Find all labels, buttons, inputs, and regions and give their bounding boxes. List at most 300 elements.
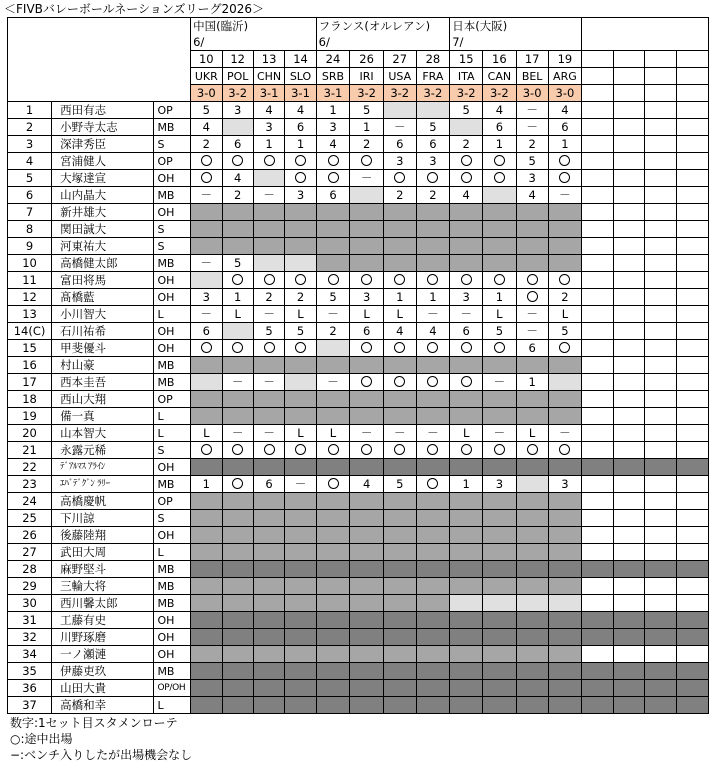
match-cell [582, 391, 614, 408]
player-position: OH [154, 629, 191, 646]
match-cell [450, 238, 483, 255]
player-position: MB [154, 119, 191, 136]
match-cell [677, 442, 709, 459]
match-cell [383, 510, 416, 527]
match-cell [677, 289, 709, 306]
match-cell [548, 238, 581, 255]
opponent-label: ARG [548, 68, 581, 85]
match-cell: 6 [416, 136, 450, 153]
match-cell [582, 476, 614, 493]
match-cell [677, 408, 709, 425]
match-cell: － [350, 425, 384, 442]
match-cell: 5 [383, 476, 416, 493]
match-cell [191, 357, 222, 374]
player-number: 26 [8, 527, 52, 544]
match-cell [582, 408, 614, 425]
match-cell [645, 323, 677, 340]
match-cell [316, 459, 350, 476]
match-cell: － [191, 306, 222, 323]
match-result: 3-1 [285, 85, 316, 102]
match-cell [316, 544, 350, 561]
match-cell [677, 374, 709, 391]
player-number: 24 [8, 493, 52, 510]
match-cell [222, 442, 253, 459]
match-cell [548, 153, 581, 170]
match-cell [316, 340, 350, 357]
match-cell [613, 255, 645, 272]
match-cell [677, 187, 709, 204]
match-cell [613, 646, 645, 663]
match-cell [450, 578, 483, 595]
match-cell [253, 595, 285, 612]
match-cell: 6 [548, 119, 581, 136]
match-cell [677, 136, 709, 153]
table-row [8, 204, 709, 221]
match-cell: L [483, 306, 516, 323]
match-cell [645, 646, 677, 663]
match-cell [677, 204, 709, 221]
match-cell [222, 561, 253, 578]
player-name: 大塚達宣 [52, 170, 154, 187]
substitute-circle-icon [232, 342, 243, 353]
match-cell [316, 238, 350, 255]
match-cell [285, 663, 316, 680]
substitute-circle-icon [427, 376, 438, 387]
table-row [8, 442, 709, 459]
match-cell [645, 391, 677, 408]
match-cell [582, 578, 614, 595]
match-cell [450, 493, 483, 510]
match-cell [582, 697, 614, 714]
match-cell [582, 289, 614, 306]
substitute-circle-icon [427, 478, 438, 489]
match-cell [645, 527, 677, 544]
match-cell [483, 595, 516, 612]
match-cell: 6 [516, 340, 548, 357]
match-cell [613, 204, 645, 221]
match-cell [383, 102, 416, 119]
match-cell [516, 238, 548, 255]
match-cell [548, 221, 581, 238]
match-cell [645, 102, 677, 119]
match-cell: － [191, 187, 222, 204]
match-cell [191, 527, 222, 544]
match-cell [516, 595, 548, 612]
substitute-circle-icon [394, 274, 405, 285]
match-cell: 3 [548, 476, 581, 493]
match-cell [677, 595, 709, 612]
substitute-circle-icon [328, 478, 339, 489]
table-row [8, 357, 709, 374]
match-cell [383, 663, 416, 680]
player-name: ﾃﾞｱﾙﾏｽ ｱﾗｲﾝ [52, 459, 154, 476]
match-cell [613, 544, 645, 561]
player-position: MB [154, 187, 191, 204]
match-cell [677, 323, 709, 340]
month-label [582, 34, 709, 51]
match-cell: 3 [350, 289, 384, 306]
match-cell [483, 612, 516, 629]
match-cell [645, 459, 677, 476]
match-result: 3-1 [316, 85, 350, 102]
match-cell [316, 272, 350, 289]
match-cell [548, 204, 581, 221]
match-cell [483, 153, 516, 170]
match-cell [613, 680, 645, 697]
match-cell [416, 357, 450, 374]
match-cell [350, 442, 384, 459]
match-cell [677, 221, 709, 238]
table-row [8, 323, 709, 340]
match-cell [383, 578, 416, 595]
day-label [645, 51, 677, 68]
match-cell [613, 170, 645, 187]
player-number: 8 [8, 221, 52, 238]
match-cell [416, 527, 450, 544]
player-number: 9 [8, 238, 52, 255]
player-name: 後藤陸翔 [52, 527, 154, 544]
match-cell [516, 527, 548, 544]
match-cell [613, 289, 645, 306]
match-cell [645, 272, 677, 289]
match-cell [285, 340, 316, 357]
match-cell [613, 102, 645, 119]
table-row [8, 136, 709, 153]
match-cell [548, 544, 581, 561]
match-cell [582, 272, 614, 289]
match-cell [222, 697, 253, 714]
table-row [8, 340, 709, 357]
match-cell [516, 272, 548, 289]
table-row [8, 680, 709, 697]
venue-label: 日本(大阪) [450, 18, 582, 35]
match-cell: L [316, 425, 350, 442]
match-cell [191, 578, 222, 595]
match-cell: 5 [222, 255, 253, 272]
match-cell: 4 [316, 136, 350, 153]
match-cell [253, 255, 285, 272]
table-row [8, 289, 709, 306]
match-cell [582, 510, 614, 527]
match-cell [582, 136, 614, 153]
day-label: 16 [483, 51, 516, 68]
match-cell [253, 459, 285, 476]
match-cell [677, 272, 709, 289]
match-cell [383, 221, 416, 238]
table-row [8, 187, 709, 204]
match-cell [191, 629, 222, 646]
match-cell [383, 459, 416, 476]
match-cell [450, 680, 483, 697]
match-cell [516, 289, 548, 306]
match-cell [548, 697, 581, 714]
day-label [677, 51, 709, 68]
day-label: 15 [450, 51, 483, 68]
opponent-label: BEL [516, 68, 548, 85]
match-cell [582, 238, 614, 255]
match-cell [516, 408, 548, 425]
match-cell [548, 459, 581, 476]
opponent-label: USA [383, 68, 416, 85]
match-cell [677, 544, 709, 561]
player-position: MB [154, 578, 191, 595]
match-cell [645, 425, 677, 442]
substitute-circle-icon [394, 342, 405, 353]
player-name: 宮浦健人 [52, 153, 154, 170]
match-cell [613, 459, 645, 476]
match-cell [613, 578, 645, 595]
match-cell [645, 476, 677, 493]
match-cell: 1 [316, 102, 350, 119]
player-number: 19 [8, 408, 52, 425]
match-cell [350, 408, 384, 425]
match-cell [316, 612, 350, 629]
match-cell: 4 [350, 476, 384, 493]
match-cell [483, 527, 516, 544]
player-number: 37 [8, 697, 52, 714]
match-cell [516, 646, 548, 663]
match-cell: － [253, 306, 285, 323]
match-cell [253, 612, 285, 629]
player-name: 西川馨太郎 [52, 595, 154, 612]
day-label: 24 [316, 51, 350, 68]
player-name: 深津秀臣 [52, 136, 154, 153]
player-name: 伊藤吏玖 [52, 663, 154, 680]
match-cell: － [416, 425, 450, 442]
player-number: 29 [8, 578, 52, 595]
match-cell: 3 [416, 153, 450, 170]
match-cell: － [516, 102, 548, 119]
match-cell: 5 [548, 323, 581, 340]
opponent-label: FRA [416, 68, 450, 85]
match-cell [450, 646, 483, 663]
substitute-circle-icon [361, 342, 372, 353]
match-cell [222, 357, 253, 374]
substitute-circle-icon [264, 444, 275, 455]
match-cell [516, 544, 548, 561]
match-cell [582, 306, 614, 323]
day-label: 13 [253, 51, 285, 68]
match-cell: 5 [191, 102, 222, 119]
match-cell [516, 612, 548, 629]
match-cell [548, 272, 581, 289]
match-cell [253, 510, 285, 527]
match-cell: 6 [483, 119, 516, 136]
match-cell [285, 272, 316, 289]
match-cell [548, 255, 581, 272]
table-row [8, 561, 709, 578]
match-cell [316, 595, 350, 612]
match-cell [450, 595, 483, 612]
match-cell [285, 153, 316, 170]
match-result: 3-0 [191, 85, 222, 102]
player-position: MB [154, 357, 191, 374]
match-cell [582, 102, 614, 119]
match-cell [222, 272, 253, 289]
match-cell [582, 544, 614, 561]
match-cell [645, 153, 677, 170]
match-cell [316, 663, 350, 680]
match-cell [516, 680, 548, 697]
match-cell [416, 578, 450, 595]
venue-label [582, 18, 709, 35]
match-cell [582, 340, 614, 357]
player-position: OP/OH [154, 680, 191, 697]
match-cell [677, 646, 709, 663]
match-cell [516, 663, 548, 680]
legend [10, 715, 192, 763]
table-row [8, 272, 709, 289]
match-cell: 1 [516, 374, 548, 391]
match-cell [350, 272, 384, 289]
match-cell [450, 340, 483, 357]
player-number: 31 [8, 612, 52, 629]
match-cell [416, 476, 450, 493]
player-position: MB [154, 476, 191, 493]
day-label [613, 51, 645, 68]
player-position: S [154, 221, 191, 238]
match-cell [350, 391, 384, 408]
match-cell [645, 510, 677, 527]
match-cell [191, 153, 222, 170]
match-cell [191, 238, 222, 255]
match-cell [613, 408, 645, 425]
player-number: 3 [8, 136, 52, 153]
match-cell: L [285, 425, 316, 442]
match-cell [285, 527, 316, 544]
substitute-circle-icon [559, 444, 570, 455]
player-name: 髙橋藍 [52, 289, 154, 306]
match-cell [645, 493, 677, 510]
match-cell [677, 612, 709, 629]
match-cell [645, 170, 677, 187]
player-number: 12 [8, 289, 52, 306]
match-cell [285, 374, 316, 391]
match-cell: 1 [253, 136, 285, 153]
match-cell [450, 612, 483, 629]
match-cell [450, 374, 483, 391]
match-cell [350, 493, 384, 510]
match-cell [613, 238, 645, 255]
match-cell [516, 578, 548, 595]
day-label: 12 [222, 51, 253, 68]
match-cell [450, 357, 483, 374]
day-label: 17 [516, 51, 548, 68]
match-cell [483, 697, 516, 714]
match-cell [416, 680, 450, 697]
match-cell [582, 646, 614, 663]
match-cell [350, 374, 384, 391]
match-cell [191, 391, 222, 408]
player-name: 永露元稀 [52, 442, 154, 459]
substitute-circle-icon [361, 155, 372, 166]
table-row [8, 170, 709, 187]
match-cell [483, 680, 516, 697]
table-row [8, 221, 709, 238]
substitute-circle-icon [559, 155, 570, 166]
match-cell [253, 408, 285, 425]
table-row [8, 408, 709, 425]
player-name: ｴﾊﾞﾃﾞｸﾞﾝ ﾗﾘｰ [52, 476, 154, 493]
match-cell: 6 [383, 136, 416, 153]
match-cell [677, 680, 709, 697]
substitute-circle-icon [201, 155, 212, 166]
substitute-circle-icon [295, 274, 306, 285]
match-cell [383, 680, 416, 697]
player-position: OH [154, 170, 191, 187]
match-cell [416, 102, 450, 119]
player-position: MB [154, 374, 191, 391]
match-cell [191, 493, 222, 510]
player-number: 5 [8, 170, 52, 187]
substitute-circle-icon [361, 274, 372, 285]
player-position: OH [154, 527, 191, 544]
match-cell [350, 238, 384, 255]
match-cell [450, 663, 483, 680]
match-cell [677, 561, 709, 578]
player-name: 甲斐優斗 [52, 340, 154, 357]
match-cell [383, 612, 416, 629]
match-result [677, 85, 709, 102]
match-cell [253, 357, 285, 374]
match-cell [548, 510, 581, 527]
substitute-circle-icon [295, 155, 306, 166]
match-cell [285, 408, 316, 425]
match-cell [316, 391, 350, 408]
match-cell [350, 578, 384, 595]
match-cell [416, 595, 450, 612]
match-cell [645, 561, 677, 578]
match-cell: 1 [483, 289, 516, 306]
match-cell [548, 442, 581, 459]
match-cell [613, 357, 645, 374]
match-cell [613, 493, 645, 510]
match-cell [350, 544, 384, 561]
match-cell [677, 102, 709, 119]
match-cell [548, 527, 581, 544]
match-cell [253, 663, 285, 680]
match-cell: 6 [316, 187, 350, 204]
match-cell [253, 340, 285, 357]
match-cell [645, 629, 677, 646]
match-cell [483, 663, 516, 680]
match-cell [613, 442, 645, 459]
match-cell [677, 629, 709, 646]
match-cell: 2 [316, 323, 350, 340]
match-cell [316, 561, 350, 578]
match-cell: 3 [383, 153, 416, 170]
match-cell [191, 510, 222, 527]
match-cell [677, 255, 709, 272]
match-cell [222, 544, 253, 561]
match-cell [677, 357, 709, 374]
match-cell [416, 340, 450, 357]
table-row [8, 391, 709, 408]
match-cell [191, 595, 222, 612]
player-name: 村山豪 [52, 357, 154, 374]
match-cell [285, 612, 316, 629]
match-cell [253, 697, 285, 714]
match-cell [191, 408, 222, 425]
substitute-circle-icon [295, 342, 306, 353]
match-cell: 5 [450, 102, 483, 119]
match-cell [222, 153, 253, 170]
table-row [8, 374, 709, 391]
player-number: 35 [8, 663, 52, 680]
table-row [8, 119, 709, 136]
match-cell [383, 527, 416, 544]
match-cell: 3 [253, 119, 285, 136]
